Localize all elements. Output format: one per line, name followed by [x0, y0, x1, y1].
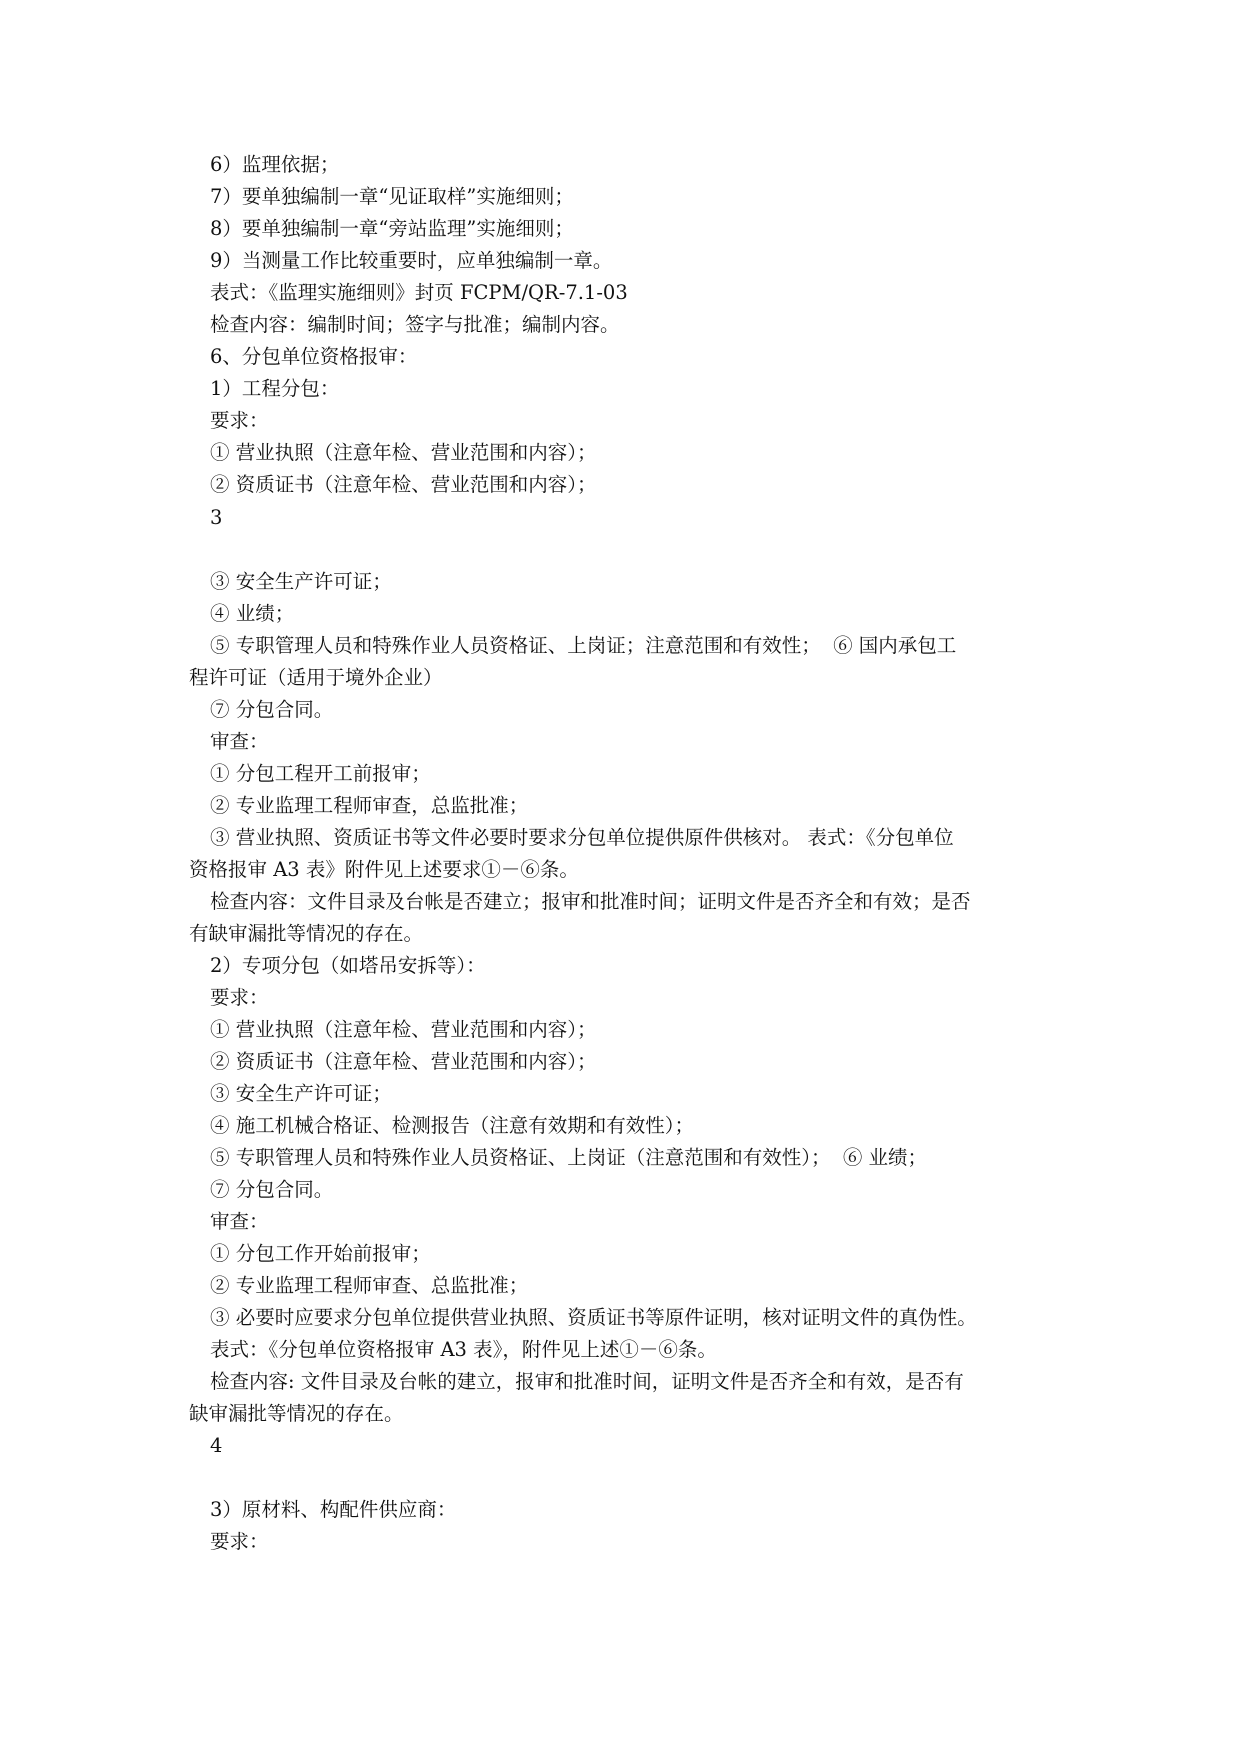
text-line: 资格报审 A3 表》附件见上述要求①－⑥条。 — [189, 858, 579, 881]
text-line: 7）要单独编制一章“见证取样”实施细则； — [210, 185, 574, 208]
list-item: ② 资质证书（注意年检、营业范围和内容）； — [210, 473, 597, 496]
text-line: 审查： — [210, 730, 269, 753]
text-line: 表式：《监理实施细则》封页 FCPM/QR-7.1-03 — [210, 281, 628, 304]
list-item: ① 分包工作开始前报审； — [210, 1242, 431, 1265]
list-item: ⑤ 专职管理人员和特殊作业人员资格证、上岗证（注意范围和有效性）； ⑥ 业绩； — [210, 1146, 928, 1169]
list-item: ① 营业执照（注意年检、营业范围和内容）； — [210, 441, 597, 464]
text-line: 要求： — [210, 409, 269, 432]
page-number: 3 — [210, 506, 223, 529]
list-item: ② 资质证书（注意年检、营业范围和内容）； — [210, 1050, 597, 1073]
page-number: 4 — [210, 1434, 223, 1457]
list-item: ③ 必要时应要求分包单位提供营业执照、资质证书等原件证明，核对证明文件的真伪性。 — [210, 1306, 977, 1329]
list-item: ④ 施工机械合格证、检测报告（注意有效期和有效性）； — [210, 1114, 694, 1137]
text-line: 有缺审漏批等情况的存在。 — [189, 922, 424, 945]
text-line: 检查内容：编制时间；签字与批准；编制内容。 — [210, 313, 620, 336]
text-line: 表式：《分包单位资格报审 A3 表》，附件见上述①－⑥条。 — [210, 1338, 717, 1361]
text-line: 检查内容: 文件目录及台帐的建立，报审和批准时间，证明文件是否齐全和有效，是否有 — [210, 1370, 964, 1393]
subsection-heading: 3）原材料、构配件供应商： — [210, 1498, 457, 1521]
section-heading: 6、分包单位资格报审： — [210, 345, 418, 368]
text-line: 程许可证（适用于境外企业） — [189, 666, 443, 689]
text-line: 8）要单独编制一章“旁站监理”实施细则； — [210, 217, 574, 240]
list-item: ⑦ 分包合同。 — [210, 1178, 334, 1201]
list-item: ③ 安全生产许可证； — [210, 570, 392, 593]
list-item: ④ 业绩； — [210, 602, 295, 625]
text-line: 要求： — [210, 1530, 269, 1553]
subsection-heading: 2）专项分包（如塔吊安拆等）： — [210, 954, 486, 977]
text-line: 6）监理依据； — [210, 153, 340, 176]
text-line: 9）当测量工作比较重要时，应单独编制一章。 — [210, 249, 613, 272]
text-line: 审查： — [210, 1210, 269, 1233]
list-item: ⑤ 专职管理人员和特殊作业人员资格证、上岗证；注意范围和有效性； ⑥ 国内承包工 — [210, 634, 957, 657]
text-line: 检查内容：文件目录及台帐是否建立；报审和批准时间；证明文件是否齐全和有效；是否 — [210, 890, 971, 913]
text-line: 缺审漏批等情况的存在。 — [189, 1402, 404, 1425]
list-item: ② 专业监理工程师审查、总监批准； — [210, 1274, 529, 1297]
list-item: ⑦ 分包合同。 — [210, 698, 334, 721]
list-item: ③ 营业执照、资质证书等文件必要时要求分包单位提供原件供核对。 表式：《分包单位 — [210, 826, 954, 849]
list-item: ① 分包工程开工前报审； — [210, 762, 431, 785]
subsection-heading: 1）工程分包： — [210, 377, 340, 400]
text-line: 要求： — [210, 986, 269, 1009]
list-item: ② 专业监理工程师审查，总监批准； — [210, 794, 529, 817]
list-item: ① 营业执照（注意年检、营业范围和内容）； — [210, 1018, 597, 1041]
list-item: ③ 安全生产许可证； — [210, 1082, 392, 1105]
